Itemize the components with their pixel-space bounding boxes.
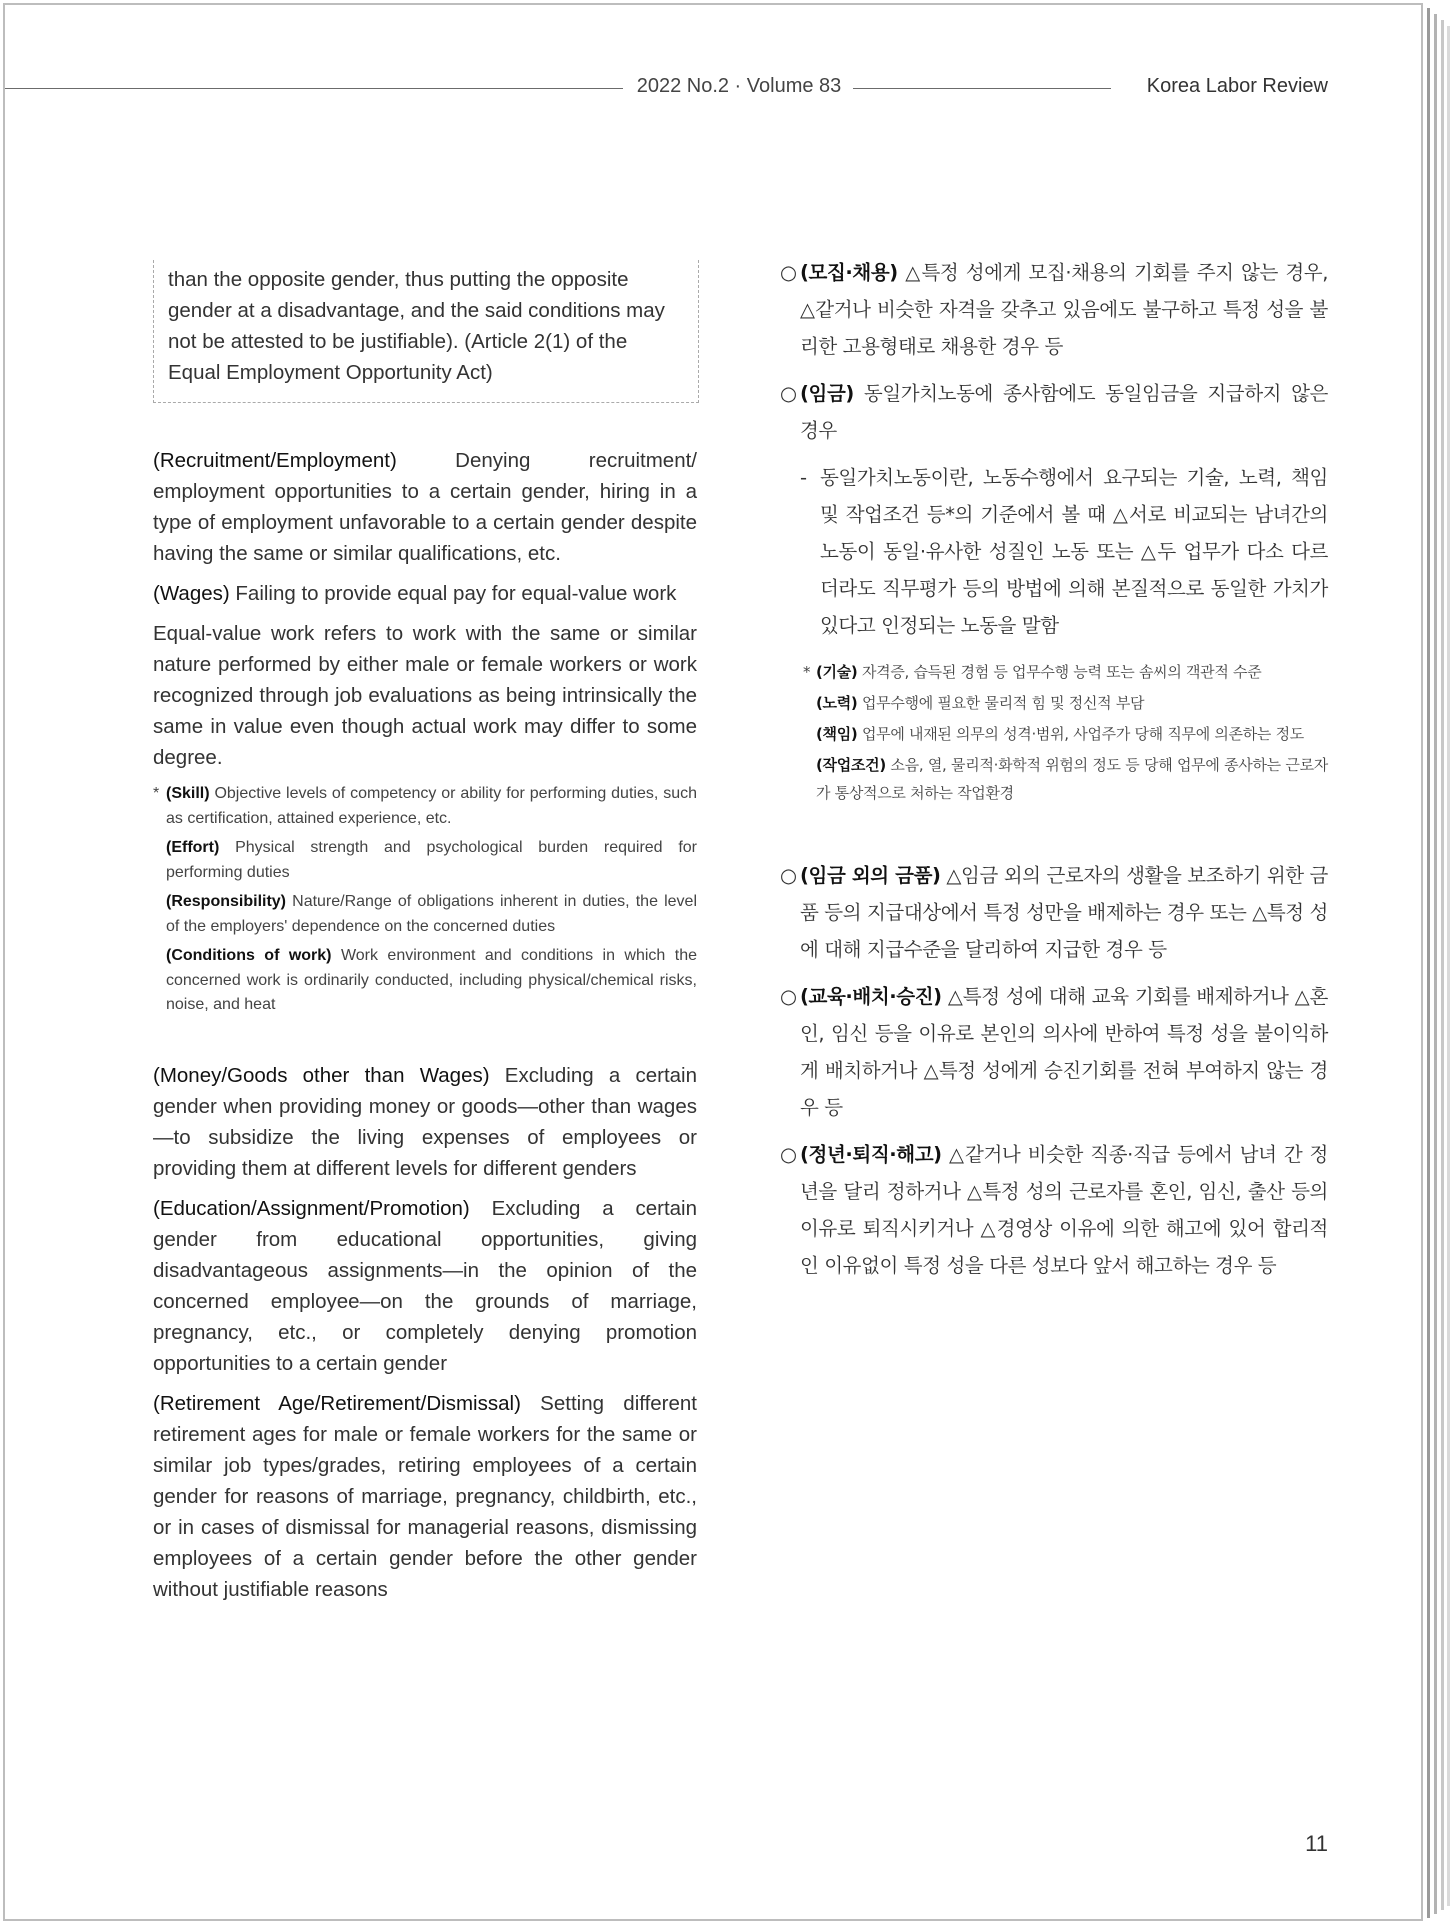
term: (Wages) xyxy=(153,582,230,605)
page-edge xyxy=(1447,26,1450,1906)
kr-item-retirement: ○ (정년·퇴직·해고) △같거나 비슷한 직종·직급 등에서 남녀 간 정년을 달리 정하거나 △특정 성의 근로자를 혼인, 임신, 출산 등의 이유로 퇴직시키거나 △경영상 이유에 의한 해고에 있어 합리적인 이유없이 특정 성을 다른 성보다 앞서 해고하는 경우 등 xyxy=(780,1136,1328,1284)
dash-bullet-icon: - xyxy=(800,466,807,489)
circle-bullet-icon: ○ xyxy=(780,864,797,887)
paragraph-recruitment: (Recruitment/Employment) Denying recruitment/ employment opportunities to a certain gender, hiring in a type of employment unfavorable to a certain gender despite having the same or similar qualifications, etc. xyxy=(153,449,697,565)
kr-item-education: ○ (교육·배치·승진) △특정 성에 대해 교육 기회를 배제하거나 △혼인, 임신 등을 이유로 본인의 의사에 반하여 특정 성을 불이익하게 배치하거나 △특정 성에게 승진기회를 전혀 부여하지 않는 경우 등 xyxy=(780,978,1328,1126)
footnote-item: (Conditions of work) Work environment and conditions in which the concerned work is ordinarily conducted, including physical/chemical risks, noise, and heat xyxy=(166,947,698,1013)
term: (Recruitment/Employment) xyxy=(153,449,397,472)
kr-item-money-goods: ○ (임금 외의 금품) △임금 외의 근로자의 생활을 보조하기 위한 금품 등의 지급대상에서 특정 성만을 배제하는 경우 또는 △특정 성에 대해 지급수준을 달리하여 지급한 경우 등 xyxy=(780,857,1328,968)
header-rule xyxy=(853,88,1111,89)
circle-bullet-icon: ○ xyxy=(780,1143,797,1166)
journal-title: Korea Labor Review xyxy=(1146,75,1328,97)
footnote-item: (Responsibility) Nature/Range of obligations inherent in duties, the level of the employers' dependence on the concerned duties xyxy=(166,893,697,935)
right-column xyxy=(780,254,1328,1294)
page-edge xyxy=(1441,20,1444,1910)
paragraph-equal-value: Equal-value work refers to work with the same or similar nature performed by either male or female workers or work recognized through job evaluations as being intrinsically the same in value even though actual work may differ to some degree. xyxy=(153,622,697,769)
kr-definition: - 동일가치노동이란, 노동수행에서 요구되는 기술, 노력, 책임 및 작업조건 등*의 기준에서 볼 때 △서로 비교되는 남녀간의 노동이 동일·유사한 성질인 노동 또는 △두 업무가 다소 다르더라도 직무평가 등의 방법에 의해 본질적으로 동일한 가치가 있다고 인정되는 노동을 말함 xyxy=(780,459,1328,644)
paragraph-retirement: (Retirement Age/Retirement/Dismissal) Setting different retirement ages for male or female workers for the same or similar job types/grades, retiring employees of a certain gender for reasons of marriage, pregnancy, childbirth, etc., or in cases of dismissal for managerial reasons, dismissing employees of a certain gender before the other gender without justifiable reasons xyxy=(153,1391,697,1601)
paragraph-money-goods: (Money/Goods other than Wages) Excluding a certain gender when providing money or goods—other than wages—to subsidize the living expenses of employees or providing them at different levels for different genders xyxy=(153,1063,697,1180)
footnote-list xyxy=(153,782,697,1018)
circle-bullet-icon: ○ xyxy=(780,382,797,405)
kr-footnote-item: (책임) 업무에 내재된 의무의 성격·범위, 사업주가 당해 직무에 의존하는 정도 xyxy=(816,725,1304,743)
left-column xyxy=(153,260,697,1614)
header-rule xyxy=(5,88,623,89)
paragraph-wages: (Wages) Failing to provide equal pay for equal-value work xyxy=(153,582,677,605)
issue-label: 2022 No.2 · Volume 83 xyxy=(636,75,842,97)
kr-item-recruitment: ○ (모집·채용) △특정 성에게 모집·채용의 기회를 주지 않는 경우, △같거나 비슷한 자격을 갖추고 있음에도 불구하고 특정 성을 불리한 고용형태로 채용한 경우 등 xyxy=(780,254,1328,365)
definition-box: than the opposite gender, thus putting the opposite gender at a disadvantage, and the said conditions may not be attested to be justifiable). (Article 2(1) of the Equal Employment Opportunity Act) xyxy=(153,260,699,403)
page-edge xyxy=(1434,14,1437,1914)
page-edge xyxy=(1427,8,1430,1918)
circle-bullet-icon: ○ xyxy=(780,261,797,284)
footnote-item: (Effort) Physical strength and psychological burden required for performing duties xyxy=(166,839,697,881)
circle-bullet-icon: ○ xyxy=(780,985,797,1008)
kr-footnote-item: (작업조건) 소음, 열, 물리적·화학적 위험의 정도 등 당해 업무에 종사하는 근로자가 통상적으로 처하는 작업환경 xyxy=(816,756,1328,802)
kr-footnote-item: * (기술) 자격증, 습득된 경험 등 업무수행 능력 또는 솜씨의 객관적 수준 xyxy=(803,663,1262,681)
page-number: 11 xyxy=(1305,1831,1328,1856)
paragraph-education: (Education/Assignment/Promotion) Excluding a certain gender from educational opportunities, giving disadvantageous assignments—in the opinion of the concerned employee—on the grounds of marriage, pregnancy, etc., or completely denying promotion opportunities to a certain gender xyxy=(153,1196,697,1375)
footnote-item: * (Skill) Objective levels of competency or ability for performing duties, such as certification, attained experience, etc. xyxy=(153,785,697,827)
kr-footnote-list xyxy=(780,658,1328,807)
kr-footnote-item: (노력) 업무수행에 필요한 물리적 힘 및 정신적 부담 xyxy=(816,694,1145,712)
kr-item-wages: ○ (임금) 동일가치노동에 종사함에도 동일임금을 지급하지 않은 경우 xyxy=(780,375,1328,449)
